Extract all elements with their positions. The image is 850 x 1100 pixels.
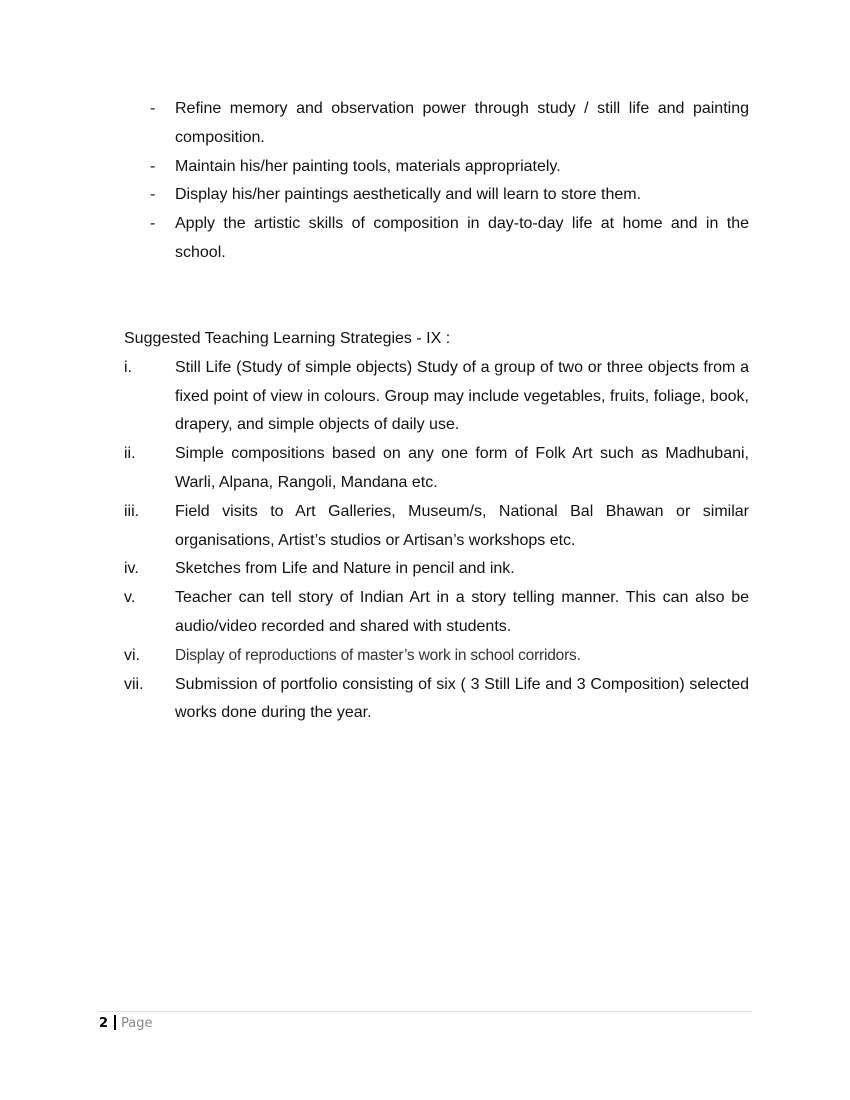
list-item bbox=[124, 584, 749, 642]
list-item-text: Still Life (Study of simple objects) Study of a group of two or three objects from a fixed point of view in colours. Group may include vegetables, fruits, foliage, book, drapery, and simple objects of daily use. bbox=[175, 358, 749, 434]
list-item-text: Apply the artistic skills of composition in day-to-day life at home and in the school. bbox=[175, 215, 749, 261]
list-marker: ii. bbox=[124, 445, 136, 463]
list-marker: vii. bbox=[124, 675, 144, 693]
list-item-text: Display his/her paintings aesthetically and will learn to store them. bbox=[175, 186, 642, 204]
list-marker: v. bbox=[124, 589, 136, 607]
list-item-text: Display of reproductions of master’s work in school corridors. bbox=[175, 646, 581, 664]
list-marker: - bbox=[150, 100, 156, 117]
footer-divider bbox=[98, 1011, 752, 1012]
list-marker: - bbox=[150, 186, 156, 204]
list-item bbox=[124, 498, 749, 556]
list-marker: iv. bbox=[124, 560, 139, 578]
list-item bbox=[124, 671, 749, 729]
list-item bbox=[124, 555, 749, 584]
list-item-text: Simple compositions based on any one form of Folk Art such as Madhubani, Warli, Alpana, Rangoli, Mandana etc. bbox=[175, 445, 749, 491]
list-item bbox=[124, 642, 749, 671]
list-marker: i. bbox=[124, 358, 132, 376]
list-marker: - bbox=[150, 157, 156, 175]
list-item bbox=[124, 95, 749, 153]
list-item-text: Field visits to Art Galleries, Museum/s, National Bal Bhawan or similar organisations, Artist’s studios or Artisan’s workshops etc. bbox=[175, 502, 749, 549]
list-item-text: Teacher can tell story of Indian Art in a story telling manner. This can also be audio/video recorded and shared with students. bbox=[175, 589, 749, 635]
list-item bbox=[124, 153, 749, 182]
section-heading: Suggested Teaching Learning Strategies - IX : bbox=[124, 330, 451, 347]
list-item bbox=[124, 210, 749, 268]
page-number: 2 bbox=[99, 1016, 109, 1031]
list-item bbox=[124, 181, 749, 210]
list-item-text: Sketches from Life and Nature in pencil and ink. bbox=[175, 560, 515, 578]
list-item-text: Refine memory and observation power through study / still life and painting composition. bbox=[175, 100, 749, 146]
list-marker: vi. bbox=[124, 646, 140, 664]
footer-separator bbox=[114, 1015, 116, 1030]
list-marker: - bbox=[150, 215, 156, 233]
page-label: Page bbox=[121, 1016, 153, 1031]
list-item-text: Maintain his/her painting tools, materials appropriately. bbox=[175, 157, 561, 175]
teaching-strategies-section bbox=[124, 325, 749, 728]
list-item bbox=[124, 354, 749, 440]
learning-outcomes-list bbox=[124, 95, 749, 268]
list-marker: iii. bbox=[124, 502, 140, 520]
list-item-text: Submission of portfolio consisting of six ( 3 Still Life and 3 Composition) selected works done during the year. bbox=[175, 675, 749, 722]
page-footer bbox=[99, 1015, 153, 1031]
list-item bbox=[124, 440, 749, 498]
